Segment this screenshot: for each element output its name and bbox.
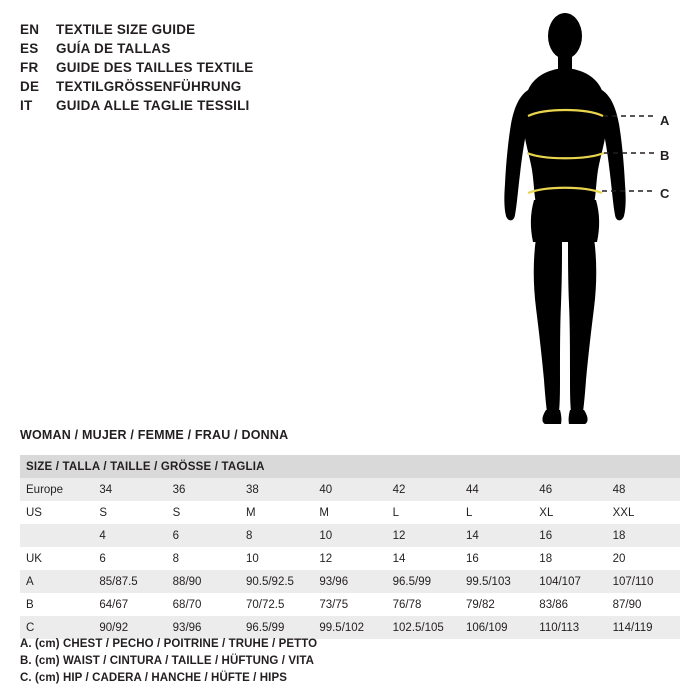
table-row xyxy=(20,570,680,593)
cell: 110/113 xyxy=(533,616,606,639)
section-heading: WOMAN / MUJER / FEMME / FRAU / DONNA xyxy=(20,428,289,442)
cell: 8 xyxy=(240,524,313,547)
table-row xyxy=(20,524,680,547)
measure-label-a: A xyxy=(660,113,670,128)
cell: L xyxy=(387,501,460,524)
language-code-de: DE xyxy=(20,79,40,94)
table-header-label: SIZE / TALLA / TAILLE / GRÖSSE / TAGLIA xyxy=(20,455,680,478)
cell: 79/82 xyxy=(460,593,533,616)
cell: 6 xyxy=(93,547,166,570)
row-label-a: A xyxy=(20,570,93,593)
language-code-it: IT xyxy=(20,98,33,113)
cell: 107/110 xyxy=(607,570,680,593)
cell: 88/90 xyxy=(167,570,240,593)
title-text-de: TEXTILGRÖSSENFÜHRUNG xyxy=(56,79,242,94)
language-code-en: EN xyxy=(20,22,40,37)
cell: 73/75 xyxy=(313,593,386,616)
row-label-uk: UK xyxy=(20,547,93,570)
language-title-block xyxy=(20,20,340,115)
cell: 70/72.5 xyxy=(240,593,313,616)
table-row xyxy=(20,478,680,501)
cell: 34 xyxy=(93,478,166,501)
row-label-us: US xyxy=(20,501,93,524)
cell: S xyxy=(167,501,240,524)
cell: 48 xyxy=(607,478,680,501)
footnotes xyxy=(20,636,317,687)
cell: 36 xyxy=(167,478,240,501)
row-label-us-numeric xyxy=(20,524,93,547)
cell: 40 xyxy=(313,478,386,501)
title-row-es xyxy=(20,39,340,58)
table-header-row xyxy=(20,455,680,478)
cell: 38 xyxy=(240,478,313,501)
footnote-a: A. (cm) CHEST / PECHO / POITRINE / TRUHE / PETTO xyxy=(20,638,318,650)
cell: 85/87.5 xyxy=(93,570,166,593)
cell: 90/92 xyxy=(93,616,166,639)
table-row xyxy=(20,501,680,524)
cell: 8 xyxy=(167,547,240,570)
title-row-it xyxy=(20,96,340,115)
table-row xyxy=(20,547,680,570)
cell: 12 xyxy=(387,524,460,547)
cell: 104/107 xyxy=(533,570,606,593)
footnote-c: C. (cm) HIP / CADERA / HANCHE / HÜFTE / HIPS xyxy=(20,672,288,684)
row-label-c: C xyxy=(20,616,93,639)
cell: 102.5/105 xyxy=(387,616,460,639)
cell: M xyxy=(313,501,386,524)
cell: 114/119 xyxy=(607,616,680,639)
title-text-es: GUÍA DE TALLAS xyxy=(56,41,171,56)
title-text-fr: GUIDE DES TAILLES TEXTILE xyxy=(56,60,254,75)
cell: 76/78 xyxy=(387,593,460,616)
cell: XXL xyxy=(607,501,680,524)
cell: 99.5/103 xyxy=(460,570,533,593)
size-table xyxy=(20,455,680,639)
cell: 64/67 xyxy=(93,593,166,616)
title-text-en: TEXTILE SIZE GUIDE xyxy=(56,22,196,37)
cell: 10 xyxy=(313,524,386,547)
row-label-europe: Europe xyxy=(20,478,93,501)
woman-silhouette-figure xyxy=(470,8,690,433)
measure-label-c: C xyxy=(660,186,670,201)
cell: 14 xyxy=(460,524,533,547)
cell: 99.5/102 xyxy=(313,616,386,639)
cell: 96.5/99 xyxy=(387,570,460,593)
cell: 93/96 xyxy=(167,616,240,639)
measure-label-b: B xyxy=(660,148,670,163)
cell: 68/70 xyxy=(167,593,240,616)
cell: 20 xyxy=(607,547,680,570)
cell: 46 xyxy=(533,478,606,501)
language-code-fr: FR xyxy=(20,60,39,75)
cell: 90.5/92.5 xyxy=(240,570,313,593)
table-row xyxy=(20,593,680,616)
title-row-en xyxy=(20,20,340,39)
cell: S xyxy=(93,501,166,524)
cell: 4 xyxy=(93,524,166,547)
footnote-b: B. (cm) WAIST / CINTURA / TAILLE / HÜFTUNG / VITA xyxy=(20,655,315,667)
cell: 106/109 xyxy=(460,616,533,639)
cell: 16 xyxy=(460,547,533,570)
cell: 10 xyxy=(240,547,313,570)
title-row-de xyxy=(20,77,340,96)
cell: 44 xyxy=(460,478,533,501)
cell: 18 xyxy=(607,524,680,547)
cell: 6 xyxy=(167,524,240,547)
cell: 96.5/99 xyxy=(240,616,313,639)
measure-leader-lines xyxy=(602,116,655,191)
cell: 93/96 xyxy=(313,570,386,593)
row-label-b: B xyxy=(20,593,93,616)
cell: 42 xyxy=(387,478,460,501)
size-table-wrapper xyxy=(20,455,680,639)
cell: 12 xyxy=(313,547,386,570)
title-row-fr xyxy=(20,58,340,77)
cell: 18 xyxy=(533,547,606,570)
cell: 87/90 xyxy=(607,593,680,616)
cell: L xyxy=(460,501,533,524)
cell: M xyxy=(240,501,313,524)
cell: 14 xyxy=(387,547,460,570)
cell: XL xyxy=(533,501,606,524)
cell: 16 xyxy=(533,524,606,547)
cell: 83/86 xyxy=(533,593,606,616)
language-code-es: ES xyxy=(20,41,39,56)
title-text-it: GUIDA ALLE TAGLIE TESSILI xyxy=(56,98,250,113)
